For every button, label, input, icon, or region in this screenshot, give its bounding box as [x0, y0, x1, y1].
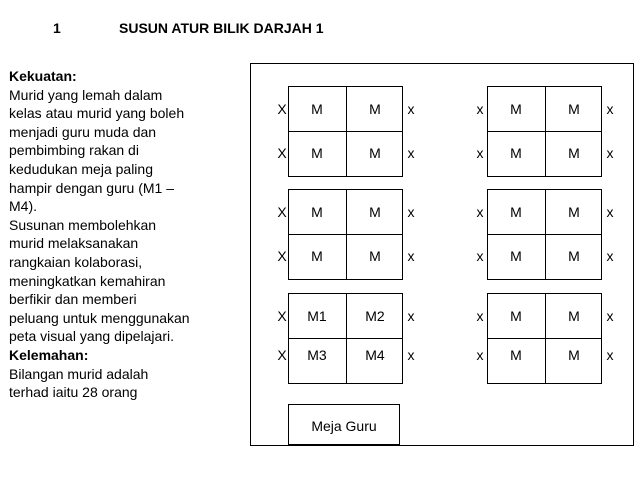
side-mark: x	[476, 248, 484, 264]
side-mark: x	[476, 347, 484, 363]
seat: M	[510, 145, 522, 161]
strengths-text-2: Susunan membolehkan murid melaksanakan rangkaian kolaborasi, meningkatkan kemahiran berfikir dan memberi peluang untuk menggunakan peta visual yang dipelajari.	[9, 216, 190, 345]
side-mark: X	[277, 204, 287, 220]
seat: M	[369, 248, 381, 264]
seat: M	[568, 248, 580, 264]
side-mark: x	[606, 101, 614, 117]
desk-group	[288, 86, 403, 177]
side-mark: x	[407, 204, 415, 220]
desk-group	[487, 86, 602, 177]
seat: M2	[365, 308, 385, 324]
seat: M	[510, 308, 522, 324]
seat: M	[568, 101, 580, 117]
side-mark: x	[407, 347, 415, 363]
seat: M	[510, 204, 522, 220]
desk-group	[288, 293, 403, 384]
page-title: SUSUN ATUR BILIK DARJAH 1	[119, 20, 324, 36]
teacher-desk-label: Meja Guru	[311, 418, 377, 434]
side-mark: x	[407, 248, 415, 264]
seat: M	[510, 101, 522, 117]
seat: M	[311, 145, 323, 161]
seat: M	[311, 101, 323, 117]
desk-group	[288, 189, 403, 280]
seat: M	[510, 347, 522, 363]
weakness-text: Bilangan murid adalah terhad iaitu 28 orang	[9, 365, 149, 401]
notes-panel	[9, 67, 239, 402]
seat: M	[369, 101, 381, 117]
side-mark: x	[476, 101, 484, 117]
side-mark: X	[277, 145, 287, 161]
seat: M	[369, 145, 381, 161]
side-mark: X	[277, 248, 287, 264]
side-mark: x	[407, 308, 415, 324]
side-mark: x	[606, 347, 614, 363]
strengths-heading: Kekuatan:	[9, 68, 77, 84]
seat: M	[369, 204, 381, 220]
teacher-desk	[288, 404, 400, 445]
side-mark: x	[407, 101, 415, 117]
seat: M3	[307, 347, 327, 363]
seat: M	[568, 347, 580, 363]
side-mark: x	[606, 204, 614, 220]
side-mark: X	[277, 101, 287, 117]
side-mark: x	[606, 145, 614, 161]
side-mark: x	[606, 248, 614, 264]
side-mark: x	[407, 145, 415, 161]
desk-group	[487, 293, 602, 384]
side-mark: X	[277, 308, 287, 324]
seat: M	[568, 204, 580, 220]
seat: M1	[307, 308, 327, 324]
side-mark: X	[277, 347, 287, 363]
side-mark: x	[476, 204, 484, 220]
strengths-text-1: Murid yang lemah dalam kelas atau murid yang boleh menjadi guru muda dan pembimbing rakan di kedudukan meja paling hampir dengan guru (M1 – M4).	[9, 86, 185, 215]
seat: M	[311, 204, 323, 220]
side-mark: x	[476, 145, 484, 161]
seat: M	[510, 248, 522, 264]
desk-group	[487, 189, 602, 280]
title-number: 1	[53, 20, 61, 36]
seat: M	[311, 248, 323, 264]
weakness-heading: Kelemahan:	[9, 346, 89, 363]
seat: M	[568, 308, 580, 324]
side-mark: x	[606, 308, 614, 324]
seat: M	[568, 145, 580, 161]
side-mark: x	[476, 308, 484, 324]
seat: M4	[365, 347, 385, 363]
